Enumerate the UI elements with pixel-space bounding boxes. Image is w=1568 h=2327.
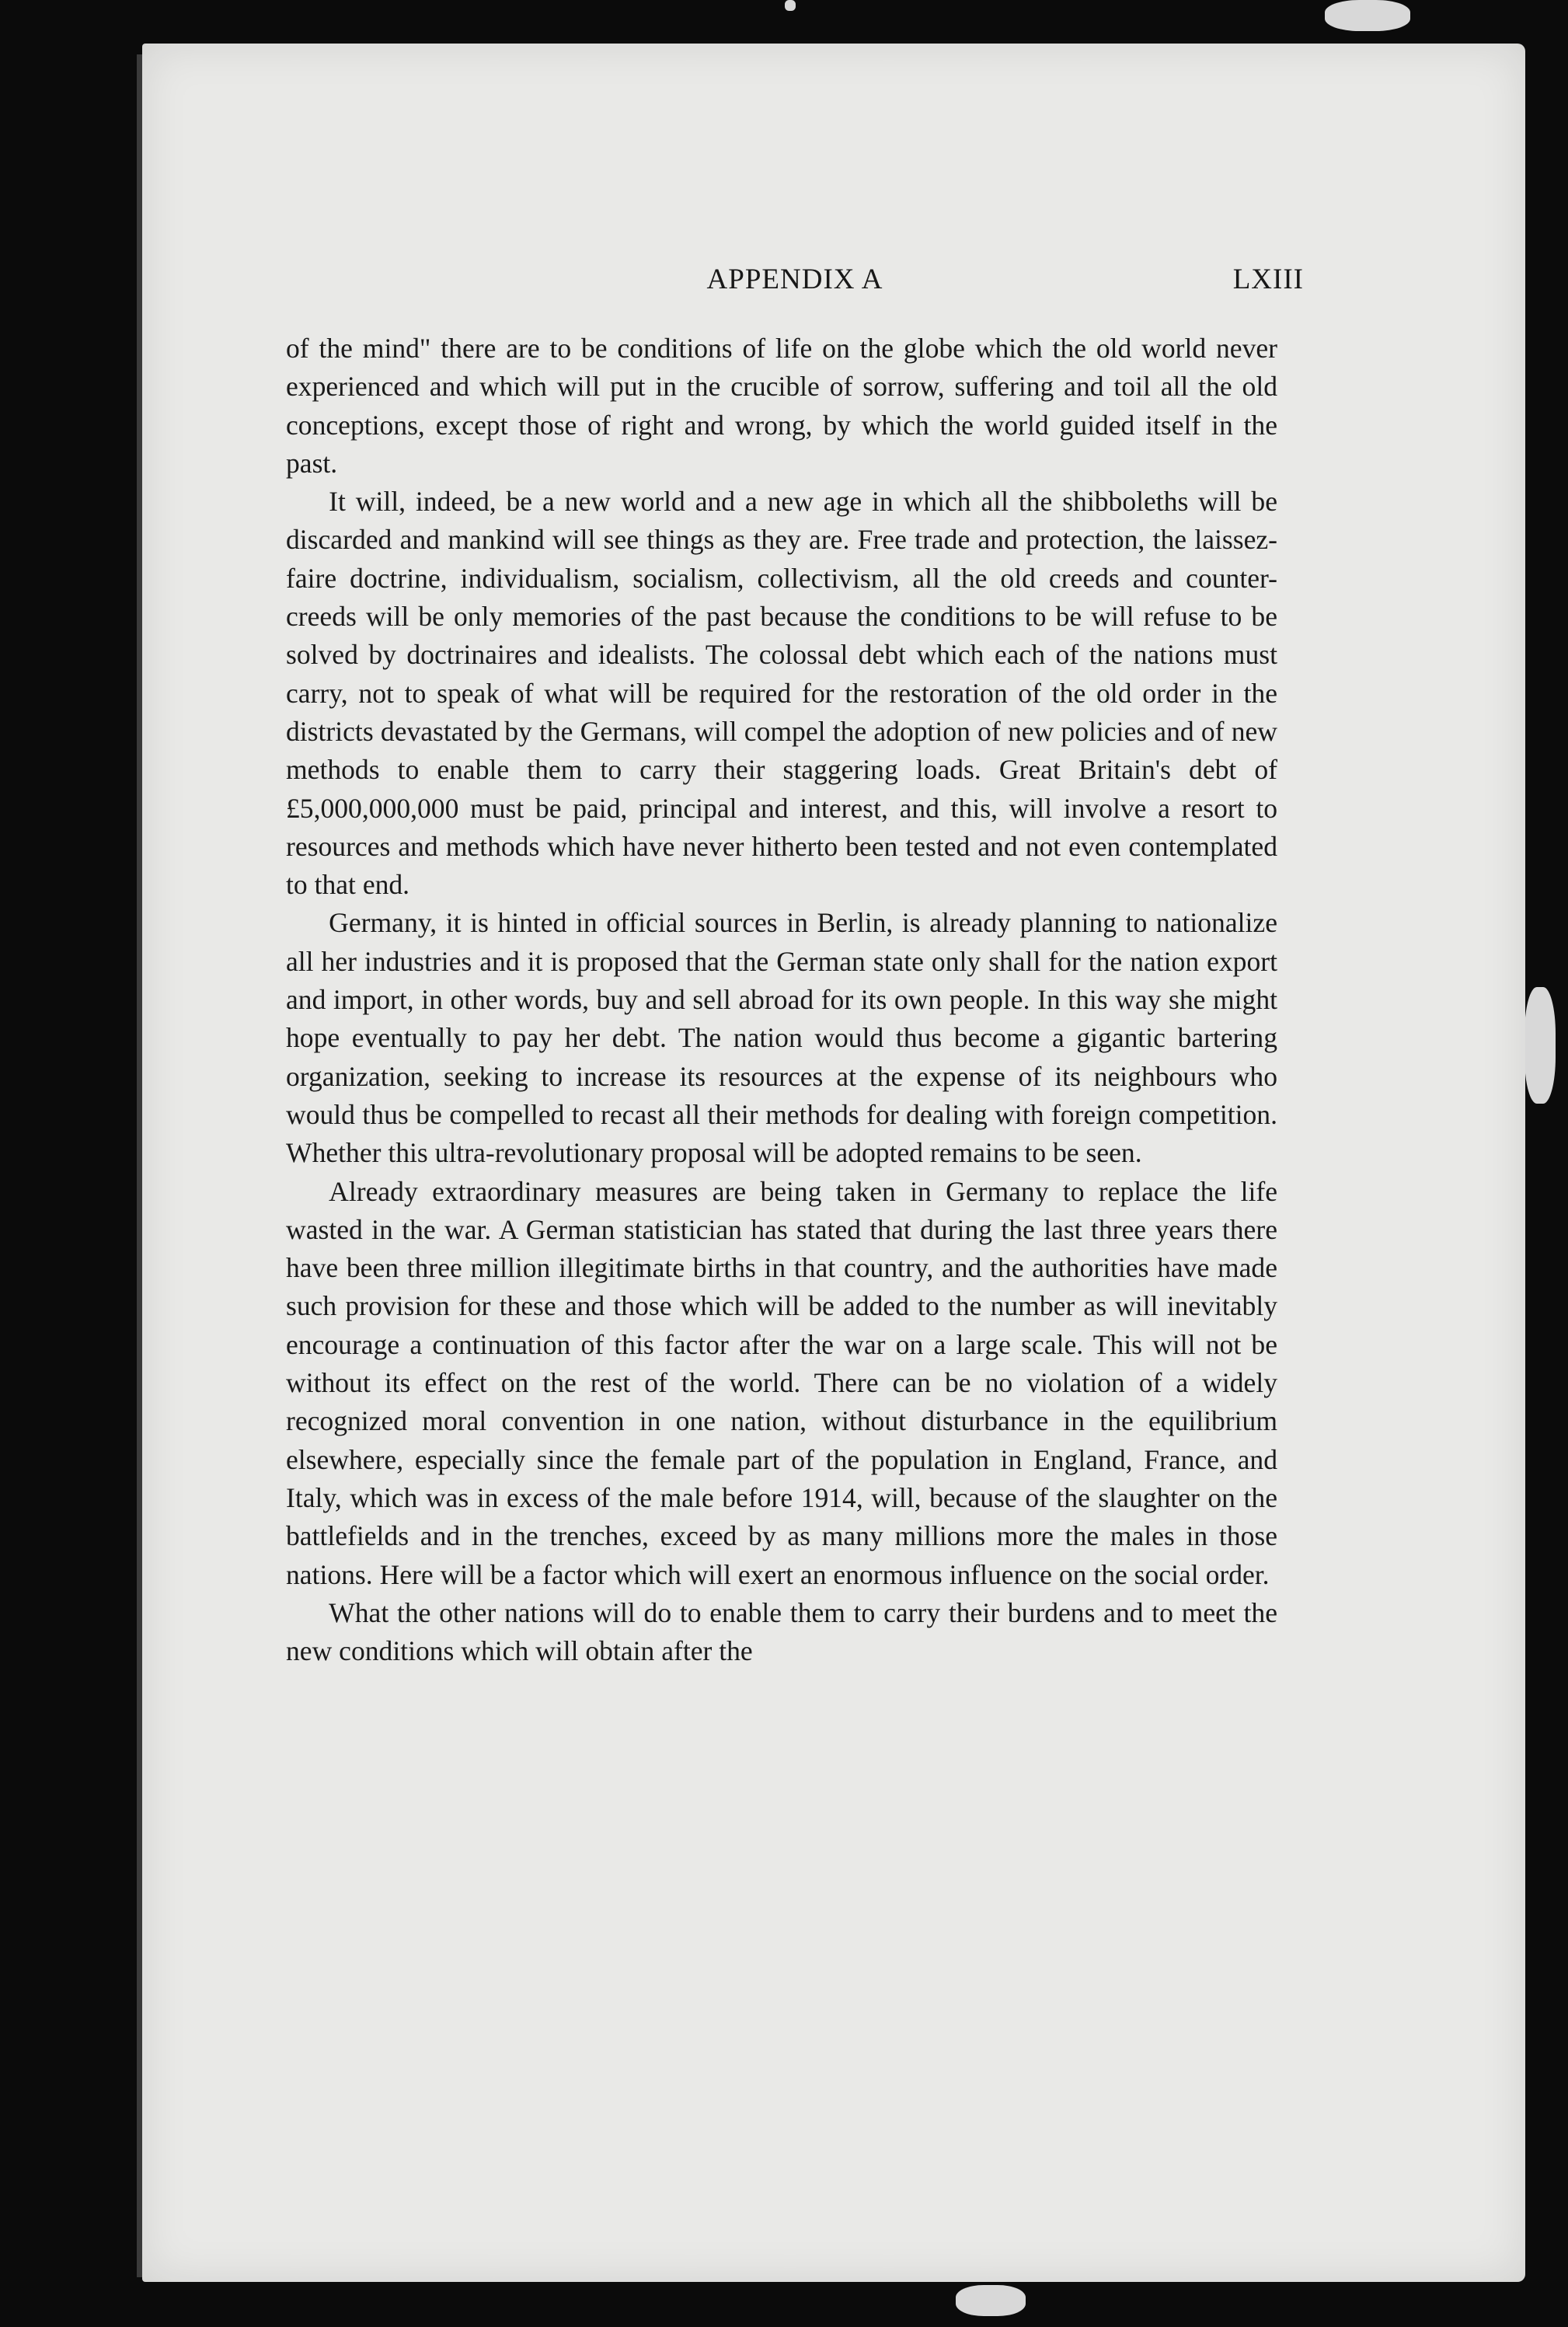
page-number: LXIII xyxy=(1232,263,1304,295)
scan-artifact xyxy=(1524,987,1556,1104)
scan-artifact xyxy=(1325,0,1410,31)
running-title: APPENDIX A xyxy=(706,263,883,295)
body-text xyxy=(286,330,1277,1670)
paragraph: What the other nations will do to enable them to carry their burdens and to meet the new conditions which will obtain after the xyxy=(286,1596,1277,1667)
scan-artifact xyxy=(956,2285,1026,2316)
paragraph: Already extraordinary measures are being taken in Germany to replace the life wasted in the war. A German statistician has stated that during the last three years there have been three million illegitimate births in that country, and the authorities have made such provision for these and those which will be added to the number as will inevitably encourage a continuation of this factor after the war on a large scale. This will not be without its effect on the rest of the world. There can be no violation of a widely recognized moral convention in one nation, without disturbance in the equilibrium elsewhere, especially since the female part of the population in England, France, and Italy, which was in excess of the male before 1914, will, because of the slaughter on the battlefields and in the trenches, exceed by as many millions more the males in those nations. Here will be a factor which will exert an enormous influence on the social order. xyxy=(286,1175,1277,1590)
page-header xyxy=(286,263,1304,309)
paragraph: It will, indeed, be a new world and a new age in which all the shibboleths will be discarded and mankind will see things as they are. Free trade and protection, the laissez-faire doctrine, individualism, socialism, collectivism, all the old creeds and counter-creeds will be only memories of the past because the conditions to be will refuse to be solved by doctrinaires and idealists. The colossal debt which each of the nations must carry, not to speak of what will be required for the restoration of the old order in the districts devastated by the Germans, will compel the adoption of new policies and of new methods to enable them to carry their staggering loads. Great Britain's debt of £5,000,000,000 must be paid, principal and interest, and this, will involve a resort to resources and methods which have never hitherto been tested and not even contemplated to that end. xyxy=(286,486,1277,901)
paragraph: Germany, it is hinted in official sources in Berlin, is already planning to nationalize all her industries and it is proposed that the German state only shall for the nation export and import, in other words, buy and sell abroad for its own people. In this way she might hope eventually to pay her debt. The nation would thus become a gigantic bartering organization, seeking to increase its resources at the expense of its neighbours who would thus be compelled to recast all their methods for dealing with foreign competition. Whether this ultra-revolutionary proposal will be adopted remains to be seen. xyxy=(286,907,1277,1169)
paragraph: of the mind" there are to be conditions of life on the globe which the old world never experienced and which will put in the crucible of sorrow, suffering and toil all the old conceptions, except those of right and wrong, by which the world guided itself in the past. xyxy=(286,333,1277,479)
scan-artifact xyxy=(785,0,796,11)
